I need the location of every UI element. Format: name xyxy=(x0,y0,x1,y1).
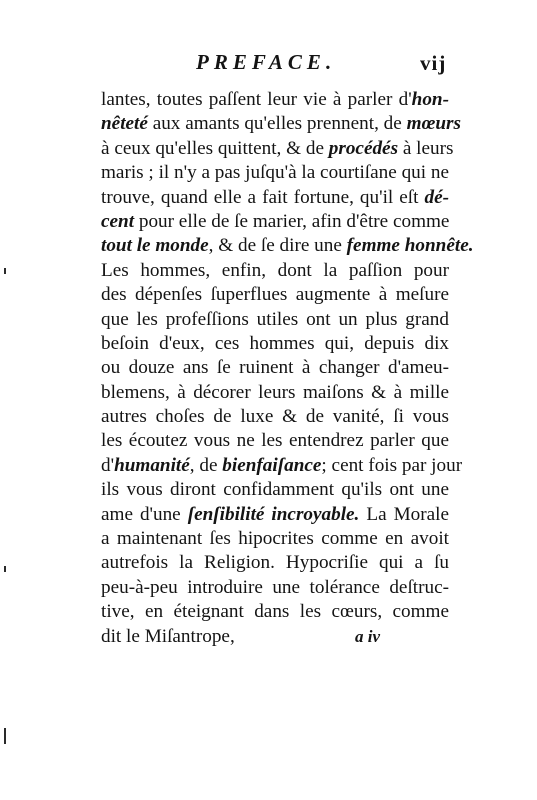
text-line: dit le Miſantrope, xyxy=(101,625,235,647)
text-line: les écoutez vous ne les entendrez parler que xyxy=(101,430,449,452)
page-number: vij xyxy=(420,51,447,75)
text-line: cent pour elle de ſe marier, afin d'être comme xyxy=(101,210,450,232)
text-line: à ceux qu'elles quittent, & de procédés à leurs xyxy=(101,137,454,159)
page-header xyxy=(0,50,537,84)
text-line: que les profeſſions utiles ont un plus grand xyxy=(101,308,449,330)
text-line: lantes, toutes paſſent leur vie à parler d'hon- xyxy=(101,89,449,110)
text-line: peu-à-peu introduire une tolérance deſtruc- xyxy=(101,576,449,598)
text-line: des dépenſes ſuperflues augmente à meſure xyxy=(101,284,449,306)
text-line: ils vous diront confidamment qu'ils ont une xyxy=(101,479,449,501)
signature-mark: a iv xyxy=(355,627,381,646)
page-edge-mark xyxy=(4,728,6,744)
text-line: tout le monde, & de ſe dire une femme honnête. xyxy=(101,235,474,257)
text-line: tive, en éteignant dans les cœurs, comme xyxy=(101,601,449,623)
text-line: autres choſes de luxe & de vanité, ſi vous xyxy=(101,406,449,428)
text-line: beſoin d'eux, ces hommes qui, depuis dix xyxy=(101,332,449,354)
text-line: autrefois la Religion. Hypocriſie qui a ſu xyxy=(101,552,449,574)
text-line: Les hommes, enfin, dont la paſſion pour xyxy=(101,259,449,281)
text-line: maris ; il n'y a pas juſqu'à la courtiſane qui ne xyxy=(101,162,449,184)
text-line: nêteté aux amants qu'elles prennent, de mœurs xyxy=(101,113,461,135)
body-text xyxy=(101,88,474,649)
text-line: ou douze ans ſe ruinent à changer d'ameu- xyxy=(101,357,449,379)
page-edge-mark xyxy=(4,268,6,274)
text-line: trouve, quand elle a fait fortune, qu'il eſt dé- xyxy=(101,186,449,208)
running-title: PREFACE. xyxy=(196,50,337,74)
text-line: ame d'une ſenſibilité incroyable. La Morale xyxy=(101,503,449,525)
text-line: blemens, à décorer leurs maiſons & à mille xyxy=(101,381,449,403)
page-edge-mark xyxy=(4,566,6,572)
text-line: a maintenant ſes hipocrites comme en avoit xyxy=(101,528,449,550)
text-line: d'humanité, de bienfaiſance; cent fois par jour xyxy=(101,454,463,476)
